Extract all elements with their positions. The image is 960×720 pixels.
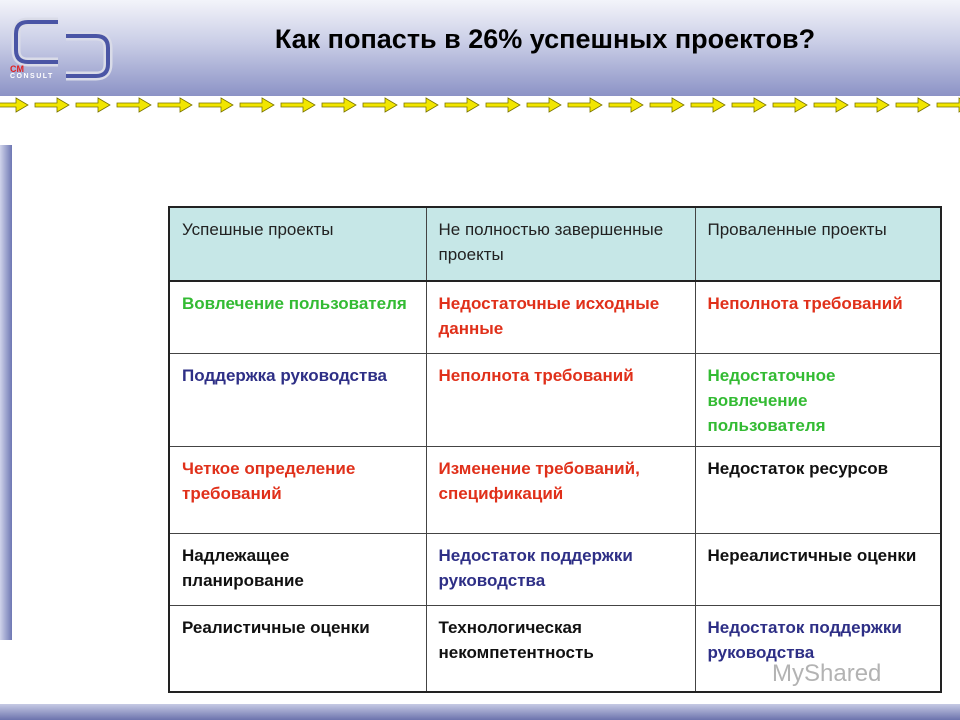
logo-mark: CM xyxy=(10,64,24,74)
comparison-table xyxy=(168,206,942,693)
table-cell: Технологическая некомпетентность xyxy=(426,605,695,692)
table-header-row xyxy=(169,207,941,281)
table-cell: Недостаток поддержки руководства xyxy=(695,605,941,692)
arrow-icon xyxy=(486,98,520,112)
header-successful: Успешные проекты xyxy=(169,207,426,281)
slide-header xyxy=(0,0,960,96)
watermark: MyShared xyxy=(772,660,882,687)
arrow-icon xyxy=(0,98,28,112)
arrow-icon xyxy=(281,98,315,112)
arrow-icon xyxy=(240,98,274,112)
table-cell: Нереалистичные оценки xyxy=(695,533,941,605)
table-row xyxy=(169,446,941,533)
arrow-icon xyxy=(322,98,356,112)
arrow-icon xyxy=(404,98,438,112)
header-failed: Проваленные проекты xyxy=(695,207,941,281)
table-cell: Недостаток ресурсов xyxy=(695,446,941,533)
footer-bar xyxy=(0,704,960,720)
table-cell: Неполнота требований xyxy=(695,281,941,353)
arrow-icon xyxy=(117,98,151,112)
arrow-icon xyxy=(773,98,807,112)
table-cell: Недостаточные исходные данные xyxy=(426,281,695,353)
arrow-icon xyxy=(445,98,479,112)
table-cell: Недостаток поддержки руководства xyxy=(426,533,695,605)
table-row xyxy=(169,353,941,446)
arrow-icon xyxy=(35,98,69,112)
arrow-icon xyxy=(650,98,684,112)
table-cell: Изменение требований, спецификаций xyxy=(426,446,695,533)
arrow-icon xyxy=(199,98,233,112)
table-cell: Поддержка руководства xyxy=(169,353,426,446)
logo-subtitle: CONSULT xyxy=(10,73,54,80)
table-cell: Вовлечение пользователя xyxy=(169,281,426,353)
arrow-icon xyxy=(855,98,889,112)
arrow-icon xyxy=(609,98,643,112)
arrow-icon xyxy=(691,98,725,112)
table-cell: Четкое определение требований xyxy=(169,446,426,533)
table-cell: Неполнота требований xyxy=(426,353,695,446)
arrow-icon xyxy=(158,98,192,112)
arrow-icon xyxy=(76,98,110,112)
arrow-icon xyxy=(363,98,397,112)
arrow-icon xyxy=(814,98,848,112)
table-row xyxy=(169,281,941,353)
arrow-icon xyxy=(732,98,766,112)
table-cell: Надлежащее планирование xyxy=(169,533,426,605)
arrow-icon xyxy=(896,98,930,112)
arrow-icon xyxy=(937,98,960,112)
slide-title: Как попасть в 26% успешных проектов? xyxy=(274,24,816,54)
header-incomplete: Не полностью завершенные проекты xyxy=(426,207,695,281)
arrow-icon xyxy=(568,98,602,112)
left-accent-bar xyxy=(0,145,12,640)
table-row xyxy=(169,533,941,605)
table-cell: Реалистичные оценки xyxy=(169,605,426,692)
table-cell: Недостаточное вовлечение пользователя xyxy=(695,353,941,446)
arrow-strip-decoration xyxy=(0,96,960,114)
arrow-icon xyxy=(527,98,561,112)
